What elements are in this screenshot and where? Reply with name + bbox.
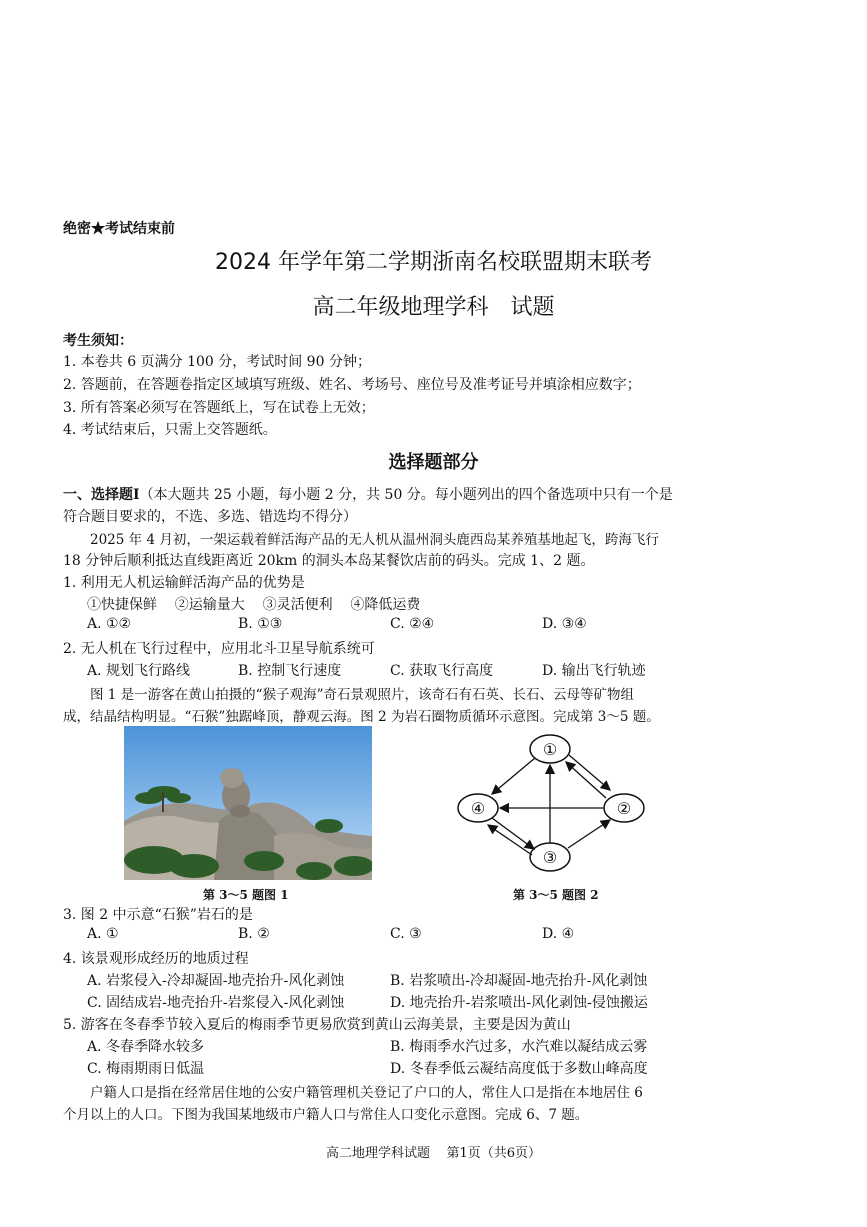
notice-item: 1. 本卷共 6 页满分 100 分，考试时间 90 分钟； (63, 354, 371, 370)
q3-option-b: B. ② (238, 926, 270, 942)
q4-option-d: D. 地壳抬升-岩浆喷出-风化剥蚀-侵蚀搬运 (390, 995, 648, 1011)
section-intro-line2: 符合题目要求的，不选、多选、错选均不得分） (63, 509, 357, 525)
q4-option-a: A. 岩浆侵入-冷却凝固-地壳抬升-风化剥蚀 (87, 973, 345, 989)
section-intro-label: 一、选择题Ⅰ (63, 487, 140, 503)
node-2: ② (616, 799, 632, 818)
notice-item: 3. 所有答案必须写在答题纸上，写在试卷上无效； (63, 400, 375, 416)
passage3-line1: 户籍人口是指在经常居住地的公安户籍管理机关登记了户口的人，常住人口是指在本地居住 6 (90, 1085, 643, 1101)
figure1-caption: 第 3～5 题图 1 (203, 888, 289, 902)
passage1-line1: 2025 年 4 月初，一架运载着鲜活海产品的无人机从温州洞头鹿西岛某养殖基地起飞，跨海飞行 (90, 532, 659, 548)
q4-stem: 4. 该景观形成经历的地质过程 (63, 951, 249, 967)
q4-option-b: B. 岩浆喷出-冷却凝固-地壳抬升-风化剥蚀 (390, 973, 648, 989)
section-intro-text: （本大题共 25 小题，每小题 2 分，共 50 分。每小题列出的四个备选项中只有一个是 (139, 487, 673, 503)
q3-option-d: D. ④ (542, 926, 575, 942)
monkey-rock-photo (124, 726, 372, 880)
paper-kind-label: 试题 (510, 295, 555, 320)
figure2-caption: 第 3～5 题图 2 (513, 888, 599, 902)
q5-option-a: A. 冬春季降水较多 (87, 1039, 205, 1055)
q2-option-b: B. 控制飞行速度 (238, 663, 342, 679)
q5-stem: 5. 游客在冬春季节较入夏后的梅雨季节更易欣赏到黄山云海美景，主要是因为黄山 (63, 1017, 571, 1033)
subject-label: 高二年级地理学科 (312, 295, 489, 320)
q2-stem: 2. 无人机在飞行过程中，应用北斗卫星导航系统可 (63, 641, 375, 657)
rock-cycle-diagram (450, 728, 650, 878)
node-4: ④ (470, 799, 486, 818)
notice-item: 4. 考试结束后，只需上交答题纸。 (63, 422, 277, 438)
exam-subtitle (0, 290, 867, 321)
q5-option-b: B. 梅雨季水汽过多，水汽难以凝结成云雾 (390, 1039, 648, 1055)
q3-stem: 3. 图 2 中示意“石猴”岩石的是 (63, 907, 253, 923)
notice-item: 2. 答题前，在答题卷指定区域填写班级、姓名、考场号、座位号及准考证号并填涂相应数字； (63, 377, 641, 393)
q2-option-a: A. 规划飞行路线 (87, 663, 191, 679)
passage1-line2: 18 分钟后顺利抵达直线距离近 20km 的洞头本岛某餐饮店前的码头。完成 1、2 题。 (63, 553, 595, 569)
section-title: 选择题部分 (388, 452, 479, 473)
passage3-line2: 个月以上的人口。下图为我国某地级市户籍人口与常住人口变化示意图。完成 6、7 题。 (63, 1107, 589, 1123)
q1-stem: 1. 利用无人机运输鲜活海产品的优势是 (63, 575, 305, 591)
q5-option-d: D. 冬春季低云凝结高度低于多数山峰高度 (390, 1061, 648, 1077)
node-3: ③ (542, 848, 558, 867)
q3-option-a: A. ① (87, 926, 119, 942)
q4-option-c: C. 固结成岩-地壳抬升-岩浆侵入-风化剥蚀 (87, 995, 345, 1011)
page-footer: 高二地理学科试题 第1页（共6页） (325, 1146, 542, 1161)
passage2-line2: 成，结晶结构明显。“石猴”独踞峰顶，静观云海。图 2 为岩石圈物质循环示意图。完成第 3～5 题。 (63, 709, 660, 725)
q1-items: ①快捷保鲜 ②运输量大 ③灵活便利 ④降低运费 (87, 597, 421, 613)
q1-option-c: C. ②④ (390, 616, 435, 632)
confidential-mark: 绝密★考试结束前 (63, 221, 175, 237)
q1-option-b: B. ①③ (238, 616, 283, 632)
q1-option-a: A. ①② (87, 616, 132, 632)
passage2-line1: 图 1 是一游客在黄山拍摄的“猴子观海”奇石景观照片，该奇石有石英、长石、云母等矿物组 (90, 687, 634, 703)
exam-title: 2024 年学年第二学期浙南名校联盟期末联考 (215, 250, 652, 275)
section-intro (63, 484, 673, 504)
q2-option-d: D. 输出飞行轨迹 (542, 663, 646, 679)
q2-option-c: C. 获取飞行高度 (390, 663, 494, 679)
q3-option-c: C. ③ (390, 926, 422, 942)
q5-option-c: C. 梅雨期雨日低温 (87, 1061, 205, 1077)
q1-option-d: D. ③④ (542, 616, 587, 632)
notice-heading: 考生须知： (63, 333, 133, 349)
node-1: ① (542, 740, 558, 759)
